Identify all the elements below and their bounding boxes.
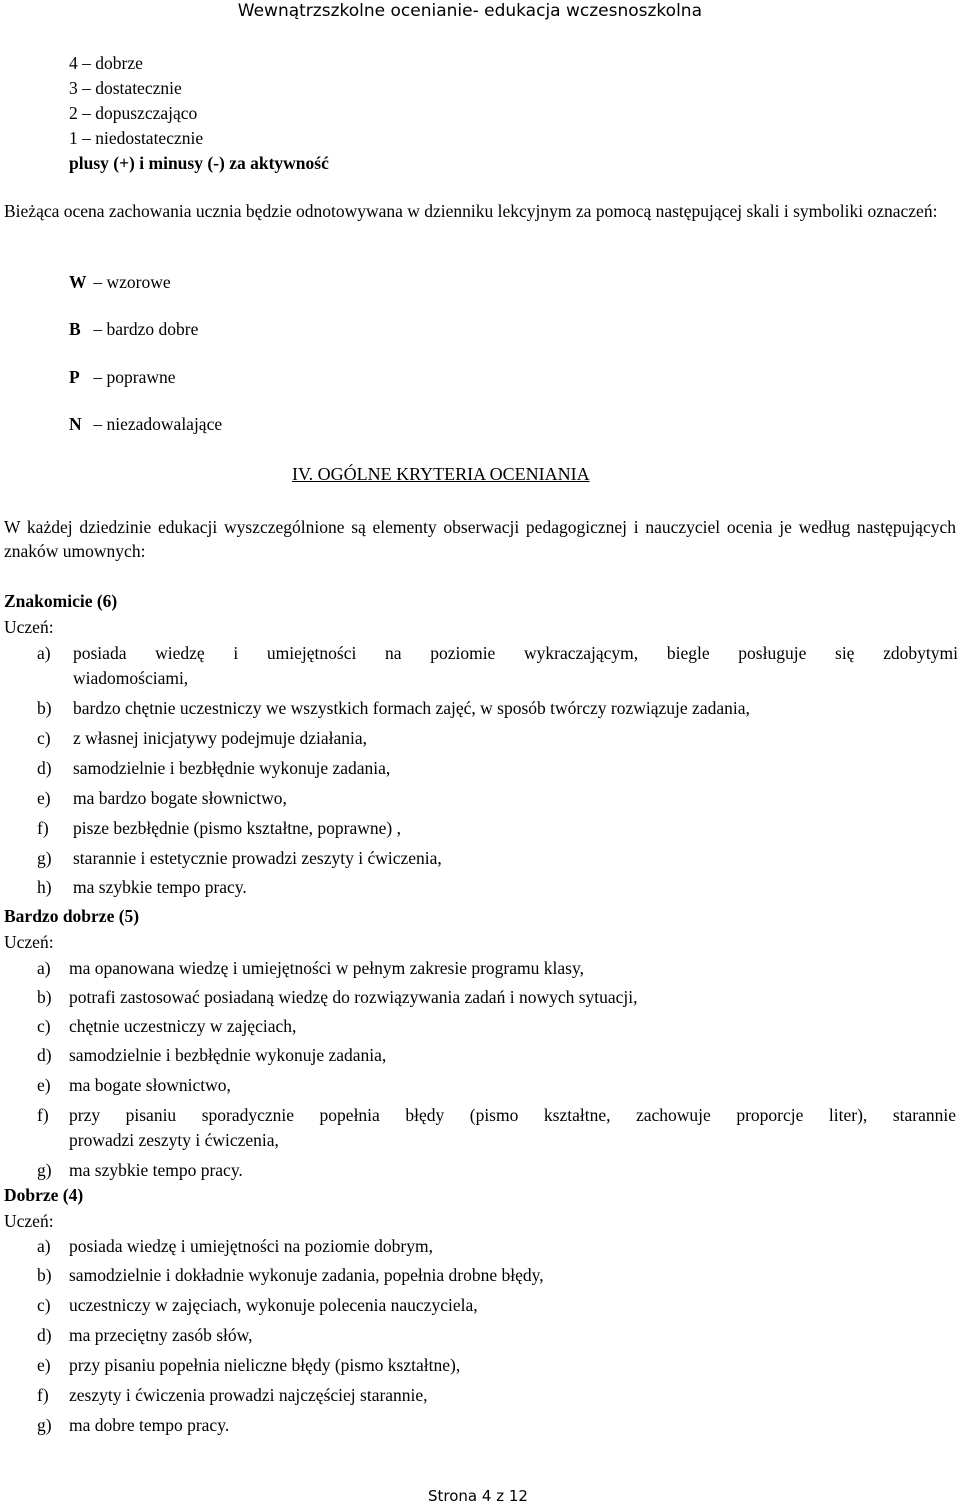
item-letter: f) (37, 1385, 49, 1405)
page-header: Wewnątrzszkolne ocenianie- edukacja wczesnoszkolna (237, 1, 702, 21)
item-letter: b) (37, 987, 52, 1007)
level-title-5: Bardzo dobrze (5) (4, 906, 140, 926)
item-text: uczestniczy w zajęciach, wykonuje polecenia nauczyciela, (69, 1295, 478, 1315)
grade-1: 1 – niedostatecznie (69, 128, 204, 148)
item-letter: c) (37, 1295, 51, 1315)
item-text: ma opanowana wiedzę i umiejętności w pełnym zakresie programu klasy, (69, 958, 584, 978)
behavior-symbol: W (69, 272, 87, 292)
level-title-6: Znakomicie (6) (4, 591, 118, 611)
item-text: starannie i estetycznie prowadzi zeszyty i ćwiczenia, (73, 848, 442, 868)
behavior-label: – niezadowalające (93, 414, 223, 434)
behavior-scale-w (69, 272, 171, 293)
item-letter: e) (37, 1355, 51, 1375)
grade-4: 4 – dobrze (69, 53, 143, 73)
item-text: posiada wiedzę i umiejętności na poziomie wykraczającym, biegle posługuje się zdobytymi (73, 643, 958, 663)
grade-3: 3 – dostatecznie (69, 78, 182, 98)
item-letter: b) (37, 1265, 52, 1285)
item-letter: g) (37, 1415, 52, 1435)
item-text: potrafi zastosować posiadaną wiedzę do rozwiązywania zadań i nowych sytuacji, (69, 987, 638, 1007)
item-text: ma szybkie tempo pracy. (73, 877, 247, 897)
item-letter: a) (37, 1236, 51, 1256)
item-letter: g) (37, 1160, 52, 1180)
grades-note: plusy (+) i minusy (-) za aktywność (69, 153, 329, 173)
item-letter: d) (37, 1045, 52, 1065)
item-letter: a) (37, 958, 51, 978)
item-text: posiada wiedzę i umiejętności na poziomie dobrym, (69, 1236, 433, 1256)
item-letter: h) (37, 877, 52, 897)
item-letter: g) (37, 848, 52, 868)
item-text: samodzielnie i dokładnie wykonuje zadania, popełnia drobne błędy, (69, 1265, 544, 1285)
item-text: wiadomościami, (73, 668, 189, 688)
uczen-label: Uczeń: (4, 617, 54, 637)
behavior-symbol: N (69, 414, 82, 434)
item-text: chętnie uczestniczy w zajęciach, (69, 1016, 297, 1036)
item-text: zeszyty i ćwiczenia prowadzi najczęściej starannie, (69, 1385, 428, 1405)
item-text: samodzielnie i bezbłędnie wykonuje zadania, (69, 1045, 387, 1065)
level-title-4: Dobrze (4) (4, 1185, 84, 1205)
item-text: ma bogate słownictwo, (69, 1075, 231, 1095)
behavior-symbol: P (69, 367, 80, 387)
item-letter: e) (37, 788, 51, 808)
grade-2: 2 – dopuszczająco (69, 103, 198, 123)
behavior-symbol: B (69, 319, 81, 339)
item-text: ma dobre tempo pracy. (69, 1415, 230, 1435)
behavior-scale-n (69, 414, 222, 435)
section-heading: IV. OGÓLNE KRYTERIA OCENIANIA (292, 464, 590, 484)
behavior-label: – poprawne (93, 367, 176, 387)
item-letter: d) (37, 1325, 52, 1345)
item-letter: d) (37, 758, 52, 778)
item-text: bardzo chętnie uczestniczy we wszystkich formach zajęć, w sposób twórczy rozwiązuje zadania, (73, 698, 750, 718)
behavior-intro: Bieżąca ocena zachowania ucznia będzie odnotowywana w dzienniku lekcyjnym za pomocą następującej skali i symboliki oznaczeń: (4, 201, 938, 221)
item-text: ma przeciętny zasób słów, (69, 1325, 253, 1345)
behavior-label: – wzorowe (93, 272, 171, 292)
behavior-label: – bardzo dobre (93, 319, 199, 339)
item-text: samodzielnie i bezbłędnie wykonuje zadania, (73, 758, 391, 778)
uczen-label: Uczeń: (4, 932, 54, 952)
uczen-label: Uczeń: (4, 1211, 54, 1231)
item-letter: c) (37, 728, 51, 748)
item-letter: f) (37, 1105, 49, 1125)
item-letter: f) (37, 818, 49, 838)
behavior-scale-b (69, 319, 198, 340)
item-letter: c) (37, 1016, 51, 1036)
page-number: Strona 4 z 12 (428, 1487, 528, 1505)
item-text: ma szybkie tempo pracy. (69, 1160, 243, 1180)
item-text: prowadzi zeszyty i ćwiczenia, (69, 1130, 279, 1150)
behavior-scale-p (69, 367, 176, 388)
item-text: przy pisaniu popełnia nieliczne błędy (pismo kształtne), (69, 1355, 461, 1375)
section-intro: W każdej dziedzinie edukacji wyszczególnione są elementy obserwacji pedagogicznej i nauczyciel ocenia je według następujących znaków umownych: (4, 517, 956, 561)
item-text: ma bardzo bogate słownictwo, (73, 788, 287, 808)
item-letter: b) (37, 698, 52, 718)
item-letter: a) (37, 643, 51, 663)
item-text: pisze bezbłędnie (pismo kształtne, poprawne) , (73, 818, 402, 838)
item-text: z własnej inicjatywy podejmuje działania, (73, 728, 367, 748)
item-text: przy pisaniu sporadycznie popełnia błędy (pismo kształtne, zachowuje proporcje liter), starannie (69, 1105, 956, 1125)
item-letter: e) (37, 1075, 51, 1095)
